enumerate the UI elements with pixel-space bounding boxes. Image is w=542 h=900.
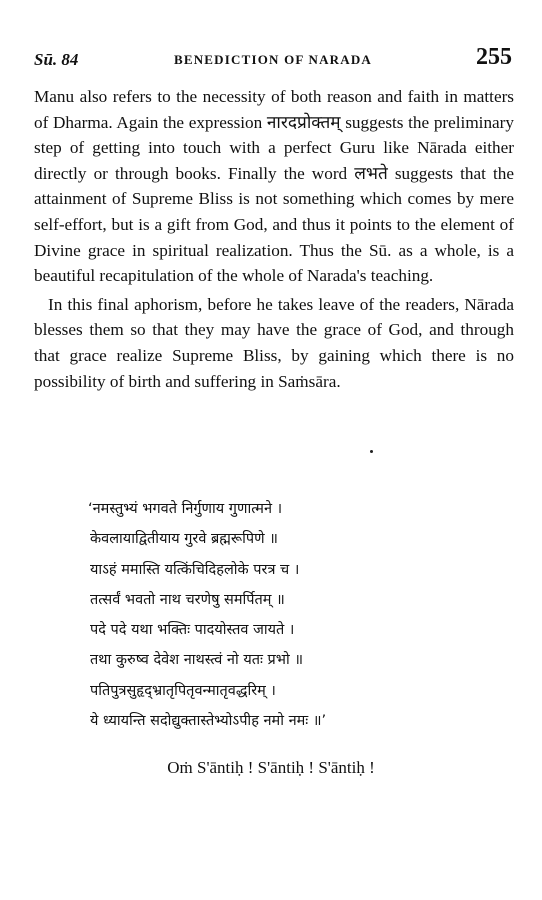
verse-line: तथा कुरुष्व देवेश नाथस्त्वं नो यतः प्रभो ॥	[90, 652, 304, 669]
verse-line: तत्सर्वं भवतो नाथ चरणेषु समर्पितम् ॥	[90, 591, 285, 608]
sutra-reference: Sū. 84	[34, 50, 79, 69]
chapter-title: BENEDICTION OF NARADA	[173, 52, 373, 67]
paragraph-commentary: Manu also refers to the necessity of both reason and faith in matters of Dharma. Again the expression नारदप्रोक्तम् suggests the preliminary step of getting into touch with a perfect Guru like Nārada either directly or through books. Finally the word लभते suggests that the attainment of Supreme Bliss is not something which comes by mere self-effort, but is a gift from God, and thus it points to the element of Divine grace in spiritual realization. Thus the Sū. as a whole, is a beautiful recapitulation of the whole of Narada's teaching.	[34, 87, 514, 286]
verse-line: याऽहं ममास्ति यत्किंचिदिहलोके परत्र च ।	[90, 561, 300, 578]
paragraph-final-aphorism: In this final aphorism, before he takes leave of the readers, Nārada blesses them so that they may have the grace of God, and through that grace realize Supreme Bliss, by gaining which there is no possibility of birth and suffering in Saṁsāra.	[34, 294, 514, 391]
body-text	[34, 84, 514, 394]
page-number: 255	[476, 44, 512, 70]
closing-invocation: Oṁ S'āntiḥ ! S'āntiḥ ! S'āntiḥ !	[167, 758, 375, 777]
running-header	[34, 44, 512, 74]
verse-line: पदे पदे यथा भक्तिः पादयोस्तव जायते ।	[90, 622, 295, 639]
print-speck	[370, 450, 373, 453]
verse-line: ‘नमस्तुभ्यं भगवते निर्गुणाय गुणात्मने ।	[88, 501, 283, 517]
verse-line: केवलायाद्वितीयाय गुरवे ब्रह्मरूपिणे ॥	[90, 531, 278, 548]
verse-line: पतिपुत्रसुहृद्भ्रातृपितृवन्मातृवद्धरिम् ।	[90, 682, 276, 699]
sanskrit-verse	[88, 494, 468, 736]
verse-line: ये ध्यायन्ति सदोद्युक्तास्तेभ्योऽपीह नमो नमः ॥’	[90, 713, 327, 730]
